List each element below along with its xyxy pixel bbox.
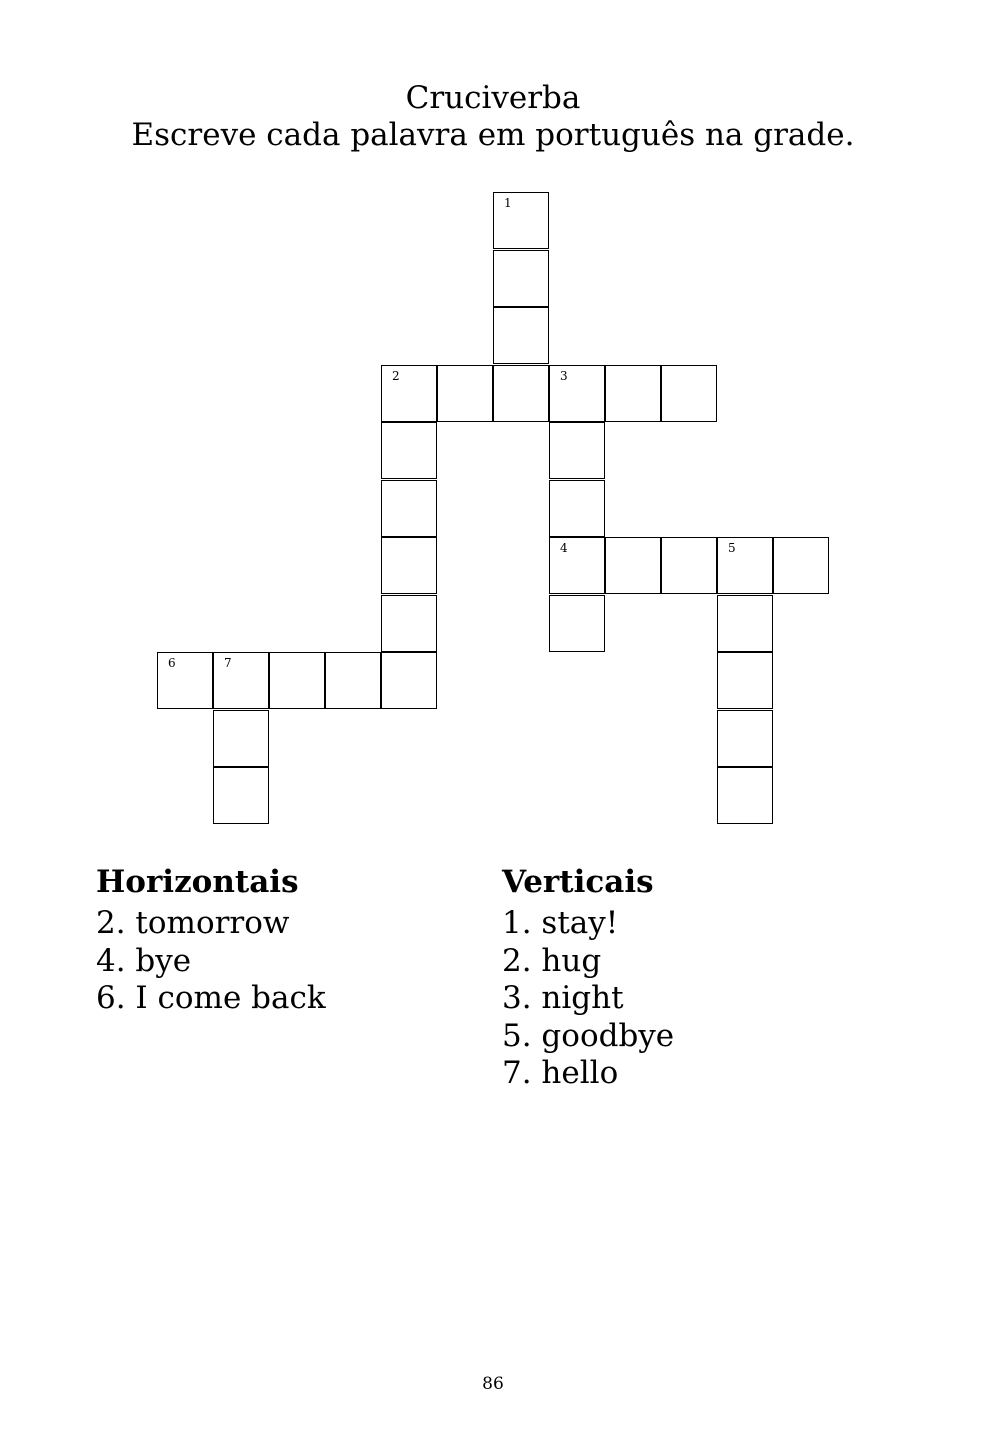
across-clues bbox=[96, 864, 326, 1018]
page-title: Cruciverba bbox=[405, 80, 581, 116]
grid-cell[interactable] bbox=[269, 652, 325, 709]
clue-number: 5 bbox=[728, 541, 736, 555]
clue-number: 3 bbox=[560, 368, 568, 383]
grid-cell[interactable] bbox=[381, 652, 437, 709]
clue-number: 6 bbox=[168, 656, 176, 670]
grid-cell[interactable] bbox=[549, 595, 605, 652]
grid-cell[interactable] bbox=[213, 767, 269, 824]
clue-number: 2 bbox=[392, 368, 400, 383]
page-number: 86 bbox=[482, 1374, 504, 1394]
grid-cell[interactable] bbox=[437, 365, 493, 422]
grid-cell[interactable] bbox=[661, 537, 717, 594]
grid-cell[interactable] bbox=[773, 537, 829, 594]
grid-cell[interactable] bbox=[213, 652, 269, 709]
grid-cell[interactable] bbox=[493, 192, 549, 249]
grid-cell[interactable] bbox=[605, 365, 661, 422]
grid-cell[interactable] bbox=[549, 422, 605, 479]
across-heading: Horizontais bbox=[96, 864, 299, 900]
grid-cell[interactable] bbox=[381, 422, 437, 479]
grid-cell[interactable] bbox=[549, 365, 605, 422]
grid-cell[interactable] bbox=[381, 365, 437, 422]
grid-cell[interactable] bbox=[493, 307, 549, 364]
grid-cell[interactable] bbox=[661, 365, 717, 422]
grid-cell[interactable] bbox=[381, 480, 437, 537]
grid-cell[interactable] bbox=[213, 710, 269, 767]
grid-cell[interactable] bbox=[157, 652, 213, 709]
grid-cell[interactable] bbox=[493, 250, 549, 307]
clue-number: 1 bbox=[504, 196, 512, 210]
across-clue: 2. tomorrow bbox=[96, 905, 290, 941]
across-clue: 6. I come back bbox=[96, 980, 326, 1016]
down-clue: 1. stay! bbox=[502, 905, 619, 941]
down-heading: Verticais bbox=[502, 864, 654, 900]
instructions: Escreve cada palavra em português na grade. bbox=[131, 117, 855, 153]
down-clue: 7. hello bbox=[502, 1055, 619, 1091]
grid-cell[interactable] bbox=[549, 537, 605, 594]
grid-cell[interactable] bbox=[717, 652, 773, 709]
grid-cell[interactable] bbox=[325, 652, 381, 709]
grid-cell[interactable] bbox=[381, 595, 437, 652]
down-clue: 2. hug bbox=[502, 942, 602, 979]
clue-number: 7 bbox=[224, 656, 232, 670]
across-clue: 4. bye bbox=[96, 942, 192, 979]
grid-cell[interactable] bbox=[549, 480, 605, 537]
grid-cell[interactable] bbox=[717, 595, 773, 652]
down-clues bbox=[502, 864, 674, 1093]
clue-number: 4 bbox=[560, 541, 568, 555]
grid-cell[interactable] bbox=[493, 365, 549, 422]
grid-cell[interactable] bbox=[381, 537, 437, 594]
grid-cell[interactable] bbox=[717, 767, 773, 824]
grid-cell[interactable] bbox=[717, 537, 773, 594]
down-clue: 5. goodbye bbox=[502, 1017, 675, 1054]
down-clue: 3. night bbox=[502, 980, 624, 1016]
grid-cell[interactable] bbox=[605, 537, 661, 594]
grid-cell[interactable] bbox=[717, 710, 773, 767]
